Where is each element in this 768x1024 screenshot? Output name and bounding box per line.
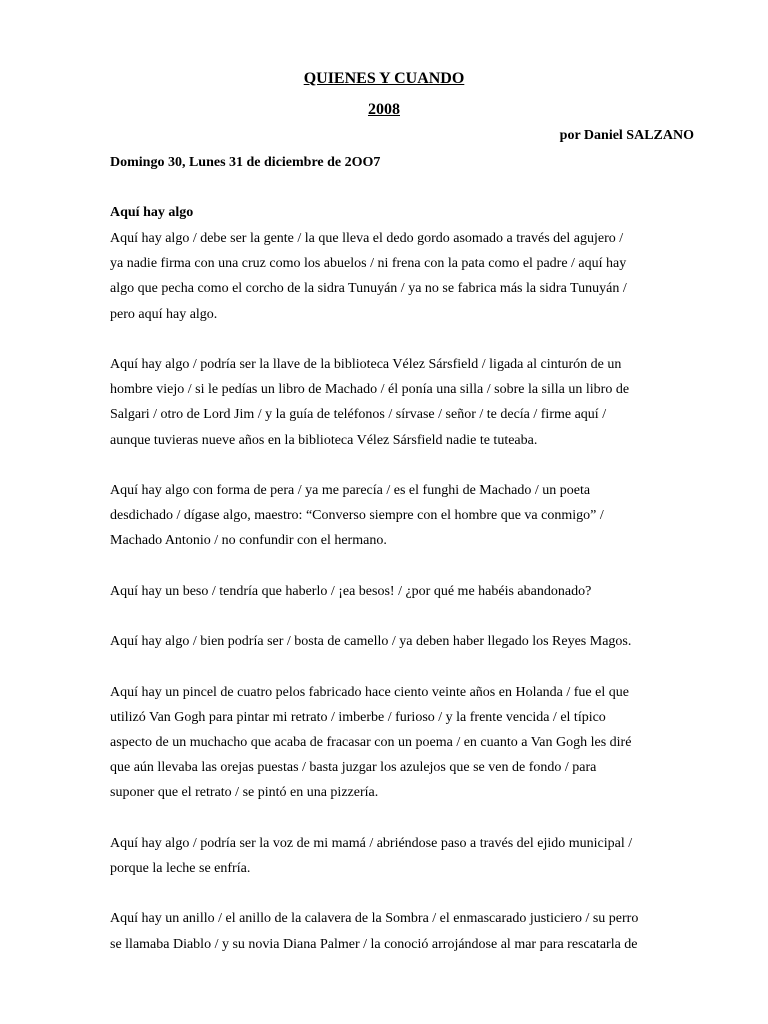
text-line: suponer que el retrato / se pintó en una pizzería. [110,785,379,801]
text-line: algo que pecha como el corcho de la sidra Tunuyán / ya no se fabrica más la sidra Tunuyán / [110,281,627,297]
paragraph [110,906,700,956]
text-line: Aquí hay un anillo / el anillo de la calavera de la Sombra / el enmascarado justiciero / su perro [110,911,639,927]
text-line: desdichado / dígase algo, maestro: “Converso siempre con el hombre que va conmigo” / [110,508,604,524]
text-line: Aquí hay un pincel de cuatro pelos fabricado hace ciento veinte años en Holanda / fue el que [110,684,629,700]
text-line: ya nadie firma con una cruz como los abuelos / ni frena con la pata como el padre / aquí hay [110,256,627,272]
text-line: Aquí hay algo / podría ser la voz de mi mamá / abriéndose paso a través del ejido municipal / [110,835,633,851]
document-year: 2008 [368,101,400,118]
text-line: Aquí hay un beso / tendría que haberlo / ¡ea besos! / ¿por qué me habéis abandonado? [110,583,592,599]
paragraph [110,629,700,654]
text-line: aspecto de un muchacho que acaba de fracasar con un poema / en cuanto a Van Gogh les diré [110,734,632,750]
text-line: Aquí hay algo / podría ser la llave de la biblioteca Vélez Sársfield / ligada al cinturón de un [110,357,622,372]
text-line: pero aquí hay algo. [110,306,218,322]
section-heading: Aquí hay algo [110,205,194,220]
author-byline: por Daniel SALZANO [559,128,694,143]
text-line: utilizó Van Gogh para pintar mi retrato / imberbe / furioso / y la frente vencida / el típico [110,709,606,725]
text-line: que aún llevaba las orejas puestas / basta juzgar los azulejos que se ven de fondo / para [110,760,597,776]
text-line: se llamaba Diablo / y su novia Diana Palmer / la conoció arrojándose al mar para rescatarla de [110,936,638,952]
text-line: aunque tuvieras nueve años en la biblioteca Vélez Sársfield nadie te tuteaba. [110,432,538,448]
text-line: Aquí hay algo / debe ser la gente / la que lleva el dedo gordo asomado a través del agujero / [110,231,624,246]
text-line: hombre viejo / si le pedías un libro de Machado / él ponía una silla / sobre la silla un libro de [110,382,630,398]
paragraph [110,478,700,554]
text-line: Aquí hay algo con forma de pera / ya me parecía / es el funghi de Machado / un poeta [110,483,591,498]
dateline: Domingo 30, Lunes 31 de diciembre de 2OO7 [110,155,381,170]
document-title: QUIENES Y CUANDO [303,70,465,87]
paragraph [110,680,700,806]
paragraph [110,352,700,453]
text-line: porque la leche se enfría. [110,860,251,876]
body-text [110,226,700,982]
text-line: Salgari / otro de Lord Jim / y la guía de teléfonos / sírvase / señor / te decía / firme aquí / [110,407,607,423]
paragraph [110,579,700,604]
text-line: Machado Antonio / no confundir con el hermano. [110,533,387,549]
paragraph [110,831,700,881]
paragraph [110,226,700,327]
text-line: Aquí hay algo / bien podría ser / bosta de camello / ya deben haber llegado los Reyes Magos. [110,634,632,650]
